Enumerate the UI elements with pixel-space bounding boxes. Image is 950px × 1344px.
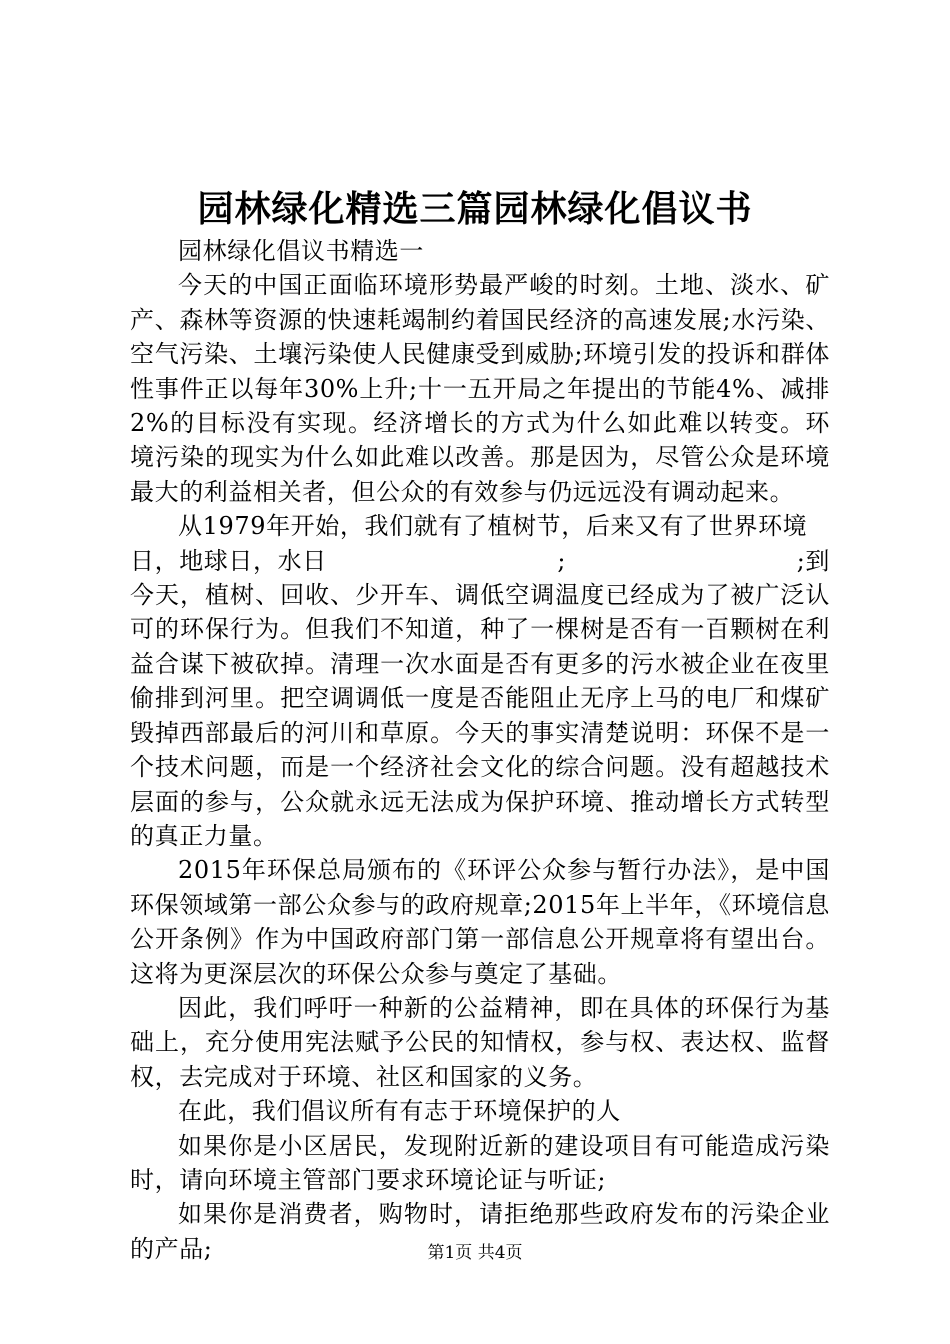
paragraph: 今天的中国正面临环境形势最严峻的时刻。土地、淡水、矿产、森林等资源的快速耗竭制约着国民经济的高速发展;水污染、空气污染、土壤污染使人民健康受到威胁;环境引发的投诉和群体性事件正以每年30%上升;十一五开局之年提出的节能4%、减排2%的目标没有实现。经济增长的方式为什么如此难以转变。环境污染的现实为什么如此难以改善。那是因为，尽管公众是环境最大的利益相关者，但公众的有效参与仍远远没有调动起来。 [130,271,830,506]
page-footer: 第1页 共4页 [427,1243,523,1263]
text-fragment: ;到 [796,546,830,575]
paragraph: 因此，我们呼吁一种新的公益精神，即在具体的环保行为基础上，充分使用宪法赋予公民的知情权，参与权、表达权、监督权，去完成对于环境、社区和国家的义务。 [130,993,830,1091]
text-fragment: ; [557,546,567,575]
section-heading: 园林绿化倡议书精选一 [178,237,424,265]
paragraph: 在此，我们倡议所有有志于环境保护的人 [178,1097,621,1126]
text-fragment: 日，地球日，水日 [130,546,327,575]
document-title: 园林绿化精选三篇园林绿化倡议书 [197,189,753,230]
paragraph-continuation: 今天，植树、回收、少开车、调低空调温度已经成为了被广泛认可的环保行为。但我们不知道，种了一棵树是否有一百颗树在利益合谋下被砍掉。清理一次水面是否有更多的污水被企业在夜里偷排到河里。把空调调低一度是否能阻止无序上马的电厂和煤矿毁掉西部最后的河川和草原。今天的事实清楚说明：环保不是一个技术问题，而是一个经济社会文化的综合问题。没有超越技术层面的参与，公众就永远无法成为保护环境、推动增长方式转型的真正力量。 [130,581,830,850]
paragraph: 如果你是消费者，购物时，请拒绝那些政府发布的污染企业的产品; [130,1200,830,1263]
document-body [130,234,830,1266]
paragraph: 从1979年开始，我们就有了植树节，后来又有了世界环境 [178,512,808,541]
paragraph: 如果你是小区居民，发现附近新的建设项目有可能造成污染时，请向环境主管部门要求环境论证与听证; [130,1131,830,1194]
paragraph-gapped-line [130,544,830,578]
paragraph: 2015年环保总局颁布的《环评公众参与暂行办法》，是中国环保领域第一部公众参与的政府规章;2015年上半年，《环境信息公开条例》作为中国政府部门第一部信息公开规章将有望出台。这将为更深层次的环保公众参与奠定了基础。 [130,856,830,988]
